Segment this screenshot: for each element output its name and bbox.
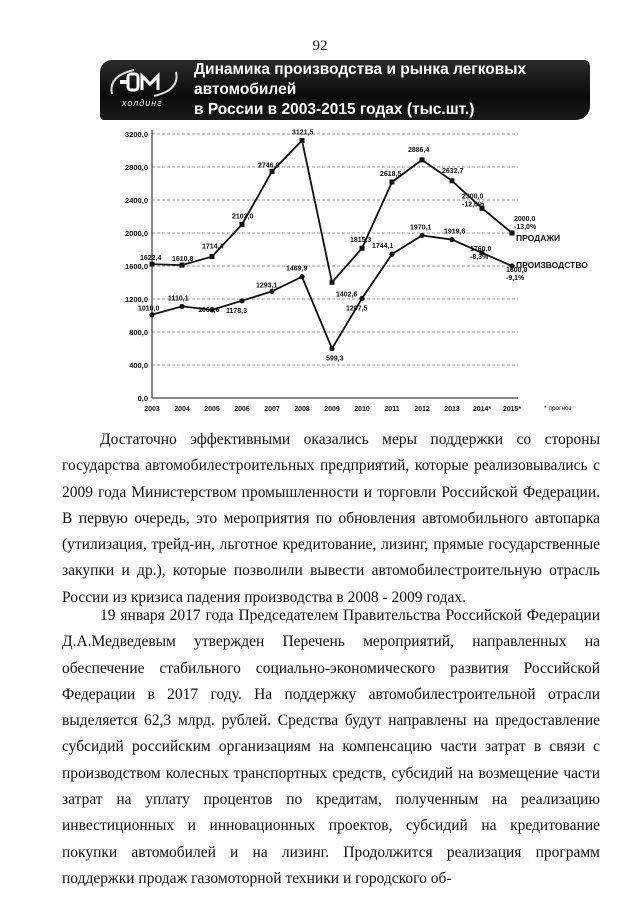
logo-caption: холдинг bbox=[122, 98, 163, 108]
holding-logo bbox=[100, 60, 188, 120]
production-point bbox=[389, 252, 394, 257]
y-tick-label: 2400,0 bbox=[125, 196, 148, 205]
sales-point bbox=[330, 280, 335, 285]
production-change-label: -8,3% bbox=[470, 253, 489, 261]
production-point bbox=[419, 233, 424, 238]
holding-logo-icon bbox=[106, 66, 182, 100]
production-point bbox=[299, 274, 304, 279]
x-tick-label: 2006 bbox=[234, 406, 250, 413]
y-tick-label: 800,0 bbox=[129, 328, 148, 337]
sales-data-label: 2000,0 bbox=[514, 216, 536, 223]
production-point bbox=[269, 289, 274, 294]
x-tick-label: 2013 bbox=[444, 406, 460, 413]
x-tick-label: 2011 bbox=[384, 406, 400, 413]
sales-data-label: 1402,6 bbox=[336, 291, 358, 299]
production-data-label: 599,3 bbox=[326, 355, 344, 363]
sales-data-label: 3121,5 bbox=[292, 129, 314, 137]
production-change-label: -9,1% bbox=[506, 275, 525, 282]
sales-data-label: 2746,0 bbox=[258, 162, 280, 170]
page-number: 92 bbox=[312, 38, 328, 54]
production-line bbox=[152, 235, 512, 348]
sales-point bbox=[360, 246, 365, 251]
x-tick-label: 2009 bbox=[324, 406, 340, 413]
production-point bbox=[239, 298, 244, 303]
sales-data-label: 2632,7 bbox=[442, 167, 464, 175]
chart-title-line-1: Динамика производства и рынка легковых автомобилей bbox=[194, 61, 527, 98]
production-point bbox=[179, 304, 184, 309]
production-data-label: 1010,0 bbox=[138, 305, 160, 313]
y-tick-label: 400,0 bbox=[129, 361, 148, 370]
y-tick-label: 2800,0 bbox=[125, 163, 148, 172]
x-tick-label: 2015* bbox=[502, 406, 522, 413]
production-point bbox=[149, 312, 154, 317]
chart-title-banner bbox=[100, 60, 590, 120]
forecast-footnote: * прогноз bbox=[544, 405, 572, 412]
sales-change-label: -13,0% bbox=[514, 224, 537, 231]
production-data-label: 1207,5 bbox=[346, 305, 368, 313]
production-data-label: 1068,6 bbox=[198, 306, 220, 314]
sales-data-label: 2103,0 bbox=[232, 213, 254, 221]
sales-data-label: 2300,0 bbox=[462, 193, 484, 201]
sales-data-label: 2886,4 bbox=[408, 146, 430, 154]
sales-data-label: 1610,8 bbox=[172, 256, 194, 264]
sales-point bbox=[240, 222, 245, 227]
y-tick-label: 1600,0 bbox=[125, 262, 148, 271]
legend-production: ПРОИЗВОДСТВО bbox=[516, 260, 588, 270]
y-tick-label: 2000,0 bbox=[125, 229, 148, 238]
sales-point bbox=[420, 157, 425, 162]
y-tick-label: 1200,0 bbox=[125, 295, 148, 304]
sales-data-label: 1815,3 bbox=[350, 237, 372, 245]
production-data-label: 1744,1 bbox=[372, 243, 394, 251]
sales-point bbox=[180, 263, 185, 268]
x-tick-label: 2008 bbox=[294, 406, 310, 413]
sales-data-label: 1714,4 bbox=[202, 243, 224, 251]
x-tick-label: 2004 bbox=[174, 406, 190, 413]
sales-data-label: 2618,5 bbox=[380, 170, 402, 178]
chart-title-line-2: в России в 2003-2015 годах (тыс.шт.) bbox=[194, 101, 475, 118]
production-point bbox=[449, 237, 454, 242]
production-data-label: 1600,0 bbox=[506, 267, 528, 274]
legend-sales: ПРОДАЖИ bbox=[516, 233, 561, 243]
x-tick-label: 2005 bbox=[204, 406, 220, 413]
body-paragraph-2: 19 января 2017 года Председателем Правительства Российской Федерации Д.А.Медведевым утвержден Перечень мероприятий, направленных на обеспечение стабильного социально-экономического развития Российской Федерации в 2017 году. На поддержку автомобилестроительной отрасли выделяется 62,3 млрд. рублей. Средства будут направлены на предоставление субсидий российским организациям на компенсацию части затрат в связи с производством колесных транспортных средств, субсидий на возмещение части затрат на уплату процентов по кредитам, полученным на реализацию инвестиционных и инновационных проектов, субсидий на кредитование покупки автомобилей и на лизинг. Продолжится реализация программ поддержки продаж газомоторной техники и городского об- bbox=[62, 607, 600, 887]
x-tick-label: 2012 bbox=[414, 406, 430, 413]
sales-line bbox=[152, 140, 512, 282]
x-tick-label: 2003 bbox=[144, 406, 160, 413]
sales-data-label: 1622,4 bbox=[140, 255, 162, 263]
production-data-label: 1760,0 bbox=[470, 245, 492, 253]
y-tick-label: 0,0 bbox=[137, 394, 148, 403]
production-point bbox=[329, 346, 334, 351]
body-paragraph-1: Достаточно эффективными оказались меры поддержки со стороны государства автомобилестроительных предприятий, которые реализовывались с 2009 года Министерством промышленности и торговли Российской Федерации. В первую очередь, это мероприятия по обновления автомобильного автопарка (утилизация, трейд-ин, льготное кредитование, лизинг, прямые государственные закупки и др.), которые позволили вывести автомобилестроительную отрасль России из кризиса падения производства в 2008 - 2009 годах. bbox=[62, 431, 600, 606]
production-data-label: 1469,9 bbox=[286, 265, 308, 273]
sales-point bbox=[510, 231, 515, 236]
y-tick-label: 3200,0 bbox=[125, 130, 148, 139]
x-tick-label: 2007 bbox=[264, 406, 280, 413]
sales-change-label: -12,6% bbox=[462, 201, 485, 209]
line-chart-svg bbox=[96, 124, 608, 422]
production-data-label: 1293,1 bbox=[256, 282, 278, 290]
line-chart bbox=[96, 124, 608, 422]
sales-point bbox=[450, 178, 455, 183]
production-data-label: 1919,6 bbox=[444, 228, 466, 236]
chart-title bbox=[188, 60, 590, 120]
sales-point bbox=[300, 138, 305, 143]
production-data-label: 1110,1 bbox=[168, 295, 189, 303]
x-tick-label: 2014* bbox=[472, 406, 492, 413]
sales-point bbox=[150, 262, 155, 267]
production-data-label: 1970,1 bbox=[410, 224, 432, 232]
sales-point bbox=[270, 169, 275, 174]
sales-point bbox=[390, 179, 395, 184]
production-data-label: 1178,3 bbox=[226, 307, 248, 315]
sales-point bbox=[210, 254, 215, 259]
x-tick-label: 2010 bbox=[354, 406, 370, 413]
production-point bbox=[359, 296, 364, 301]
